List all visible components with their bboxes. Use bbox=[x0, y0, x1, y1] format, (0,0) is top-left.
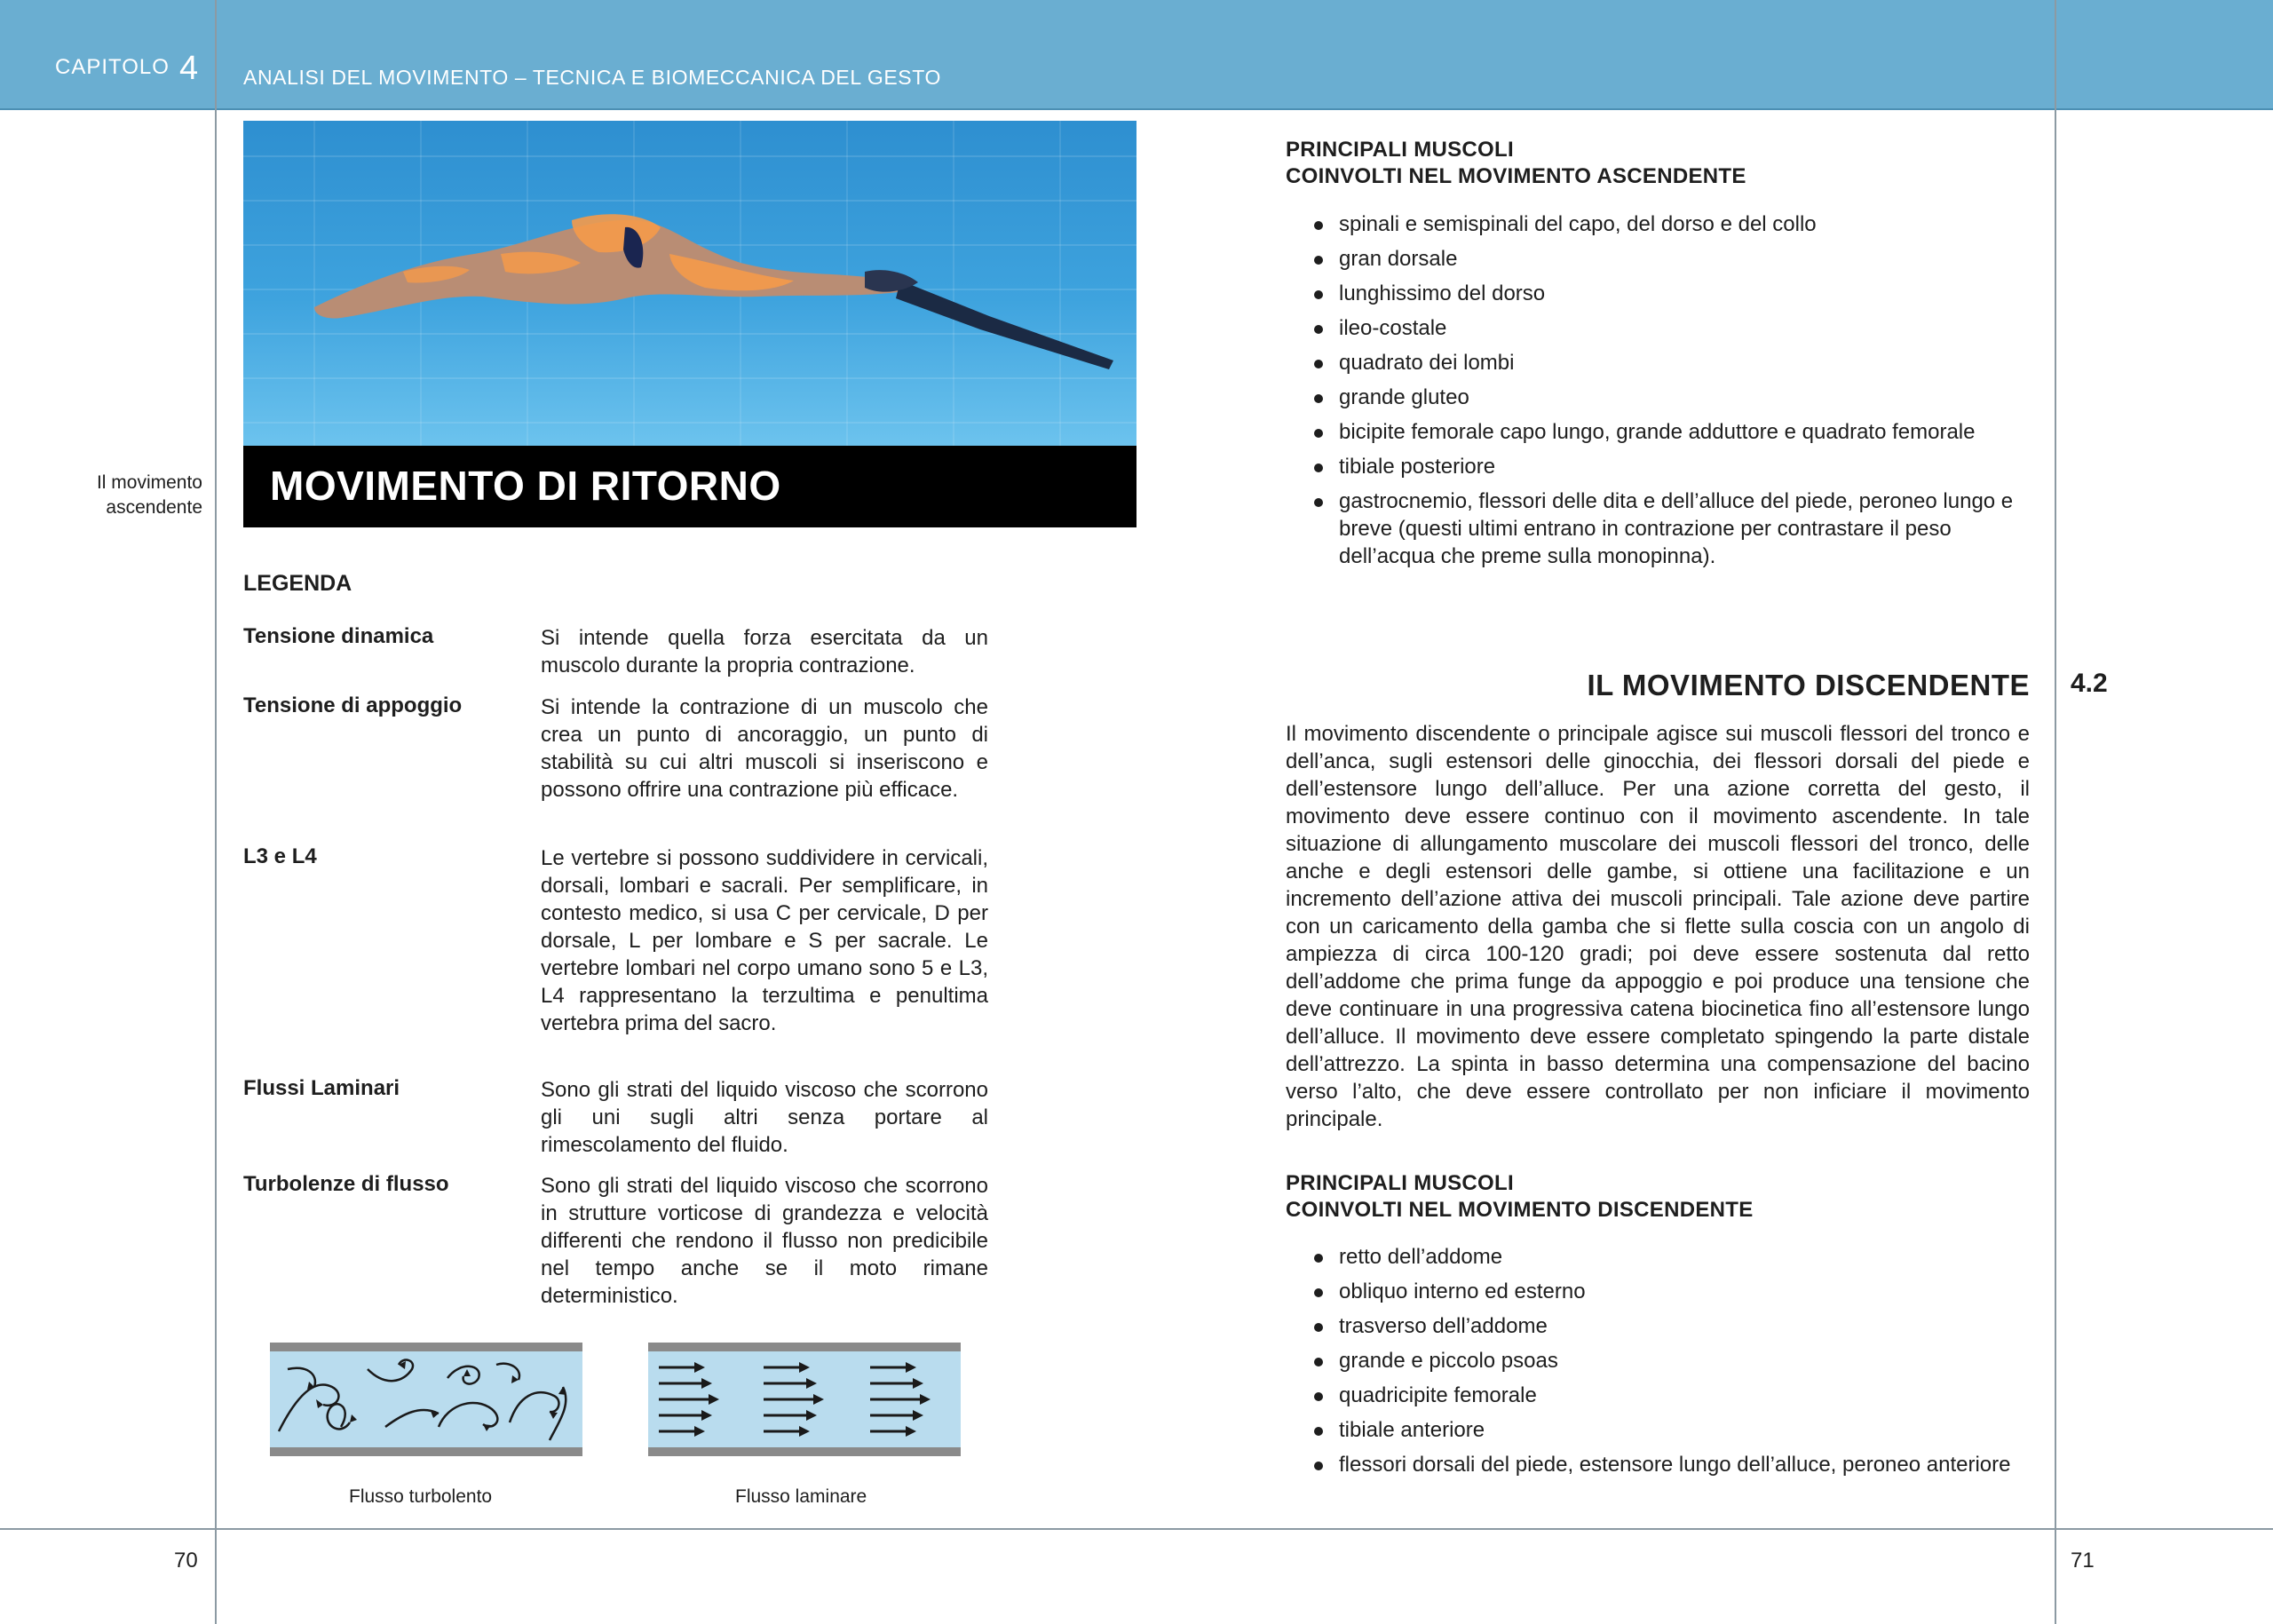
swimmer-illustration bbox=[243, 121, 1136, 446]
margin-note-line: Il movimento bbox=[96, 472, 202, 493]
laminar-flow-caption: Flusso laminare bbox=[735, 1486, 867, 1507]
legend-term: Tensione di appoggio bbox=[243, 693, 463, 717]
descending-muscles-heading bbox=[1286, 1170, 1754, 1224]
list-item: gran dorsale bbox=[1314, 245, 2024, 273]
chapter-number: 4 bbox=[179, 50, 199, 87]
list-item: tibiale anteriore bbox=[1314, 1416, 2024, 1444]
page-number-right: 71 bbox=[2071, 1549, 2095, 1573]
legend-term: Tensione dinamica bbox=[243, 624, 434, 648]
heading-line: COINVOLTI NEL MOVIMENTO DISCENDENTE bbox=[1286, 1198, 1754, 1222]
legend-definition: Si intende quella forza esercitata da un muscolo durante la propria contrazione. bbox=[541, 626, 988, 677]
turbulent-flow-graphic bbox=[270, 1343, 582, 1456]
descending-muscles-list bbox=[1314, 1243, 2024, 1485]
section-paragraph: Il movimento discendente o principale agisce sui muscoli flessori del tronco e dell’anca, sugli estensori delle ginocchia, dei flessori dorsali del piede e dell’estensore lungo dell’alluce. Per una azione corretta del gesto, il movimento deve essere continuo con il movimento ascendente. In tale situazione di allungamento muscolare dei muscoli flessori del tronco, delle anche e degli estensori delle gambe, si ottiene una facilitazione e un incremento dell’azione attiva dei muscoli principali. Tale azione deve partire con un caricamento della gamba che si flette sulla coscia con un angolo di ampiezza di circa 100-120 gradi; poi deve essere sostenuta dal retto dell’addome che prima funge da appoggio e poi produce una tensione che deve continuare in una progressiva catena biocinetica fino all’estensore lungo dell’alluce. Il movimento deve essere completato spingendo la parte distale dell’attrezzo. La spinta in basso determina una compensazione del bacino verso l’alto, che deve essere controllato per non inficiare il movimento principale. bbox=[1286, 722, 2030, 1131]
list-item: grande e piccolo psoas bbox=[1314, 1347, 2024, 1374]
list-item: ileo-costale bbox=[1314, 314, 2024, 342]
legend-definition: Sono gli strati del liquido viscoso che scorrono gli uni sugli altri senza portare al rimescolamento del fluido. bbox=[541, 1078, 988, 1157]
page-number-left: 70 bbox=[174, 1549, 198, 1573]
page-header bbox=[0, 0, 2273, 108]
legend-definition: Le vertebre si possono suddividere in cervicali, dorsali, lombari e sacrali. Per semplificare, in contesto medico, si usa C per cervicale, D per dorsale, L per lombare e S per sacrale. Le vertebre lombari nel corpo umano sono 5 e L3, L4 rappresentano la terzultima e penultima vertebra prima del sacro. bbox=[541, 846, 988, 1035]
right-margin-rule bbox=[2055, 0, 2056, 1624]
laminar-flow-graphic bbox=[648, 1343, 961, 1456]
list-item: quadricipite femorale bbox=[1314, 1382, 2024, 1409]
ascending-muscles-heading bbox=[1286, 137, 1746, 190]
legend-definition: Sono gli strati del liquido viscoso che scorrono in strutture vorticose di grandezza e velocità differenti che rendono il flusso non predicibile nel tempo anche se il moto rimane deterministico. bbox=[541, 1174, 988, 1308]
list-item: spinali e semispinali del capo, del dorso e del collo bbox=[1314, 210, 2024, 238]
list-item: trasverso dell’addome bbox=[1314, 1312, 2024, 1340]
legend-term: L3 e L4 bbox=[243, 844, 317, 868]
laminar-flow-diagram bbox=[648, 1343, 961, 1456]
chapter-label: CAPITOLO bbox=[55, 55, 170, 79]
list-item: quadrato dei lombi bbox=[1314, 349, 2024, 376]
legend-title: LEGENDA bbox=[243, 571, 352, 596]
legend-definition: Si intende la contrazione di un muscolo che crea un punto di ancoraggio, un punto di stabilità su cui altri muscoli si inseriscono e possono offrire una contrazione più efficace. bbox=[541, 695, 988, 802]
figure-banner bbox=[243, 446, 1136, 527]
figure-banner-title: MOVIMENTO DI RITORNO bbox=[270, 463, 781, 509]
section-title: IL MOVIMENTO DISCENDENTE bbox=[1587, 669, 2030, 701]
list-item: bicipite femorale capo lungo, grande adduttore e quadrato femorale bbox=[1314, 418, 2024, 446]
margin-note bbox=[25, 471, 202, 520]
footer-rule bbox=[0, 1528, 2273, 1530]
list-item: obliquo interno ed esterno bbox=[1314, 1278, 2024, 1305]
margin-note-line: ascendente bbox=[106, 497, 202, 518]
chapter-title: ANALISI DEL MOVIMENTO – TECNICA E BIOMECCANICA DEL GESTO bbox=[243, 66, 941, 89]
legend-term: Turbolenze di flusso bbox=[243, 1172, 449, 1196]
list-item: grande gluteo bbox=[1314, 384, 2024, 411]
swimmer-photo bbox=[243, 121, 1136, 446]
legend-term: Flussi Laminari bbox=[243, 1076, 400, 1100]
list-item: flessori dorsali del piede, estensore lungo dell’alluce, peroneo anteriore bbox=[1314, 1451, 2024, 1478]
turbulent-flow-caption: Flusso turbolento bbox=[349, 1486, 493, 1507]
heading-line: PRINCIPALI MUSCOLI bbox=[1286, 1171, 1514, 1195]
list-item: retto dell’addome bbox=[1314, 1243, 2024, 1271]
section-number: 4.2 bbox=[2071, 669, 2108, 698]
heading-line: COINVOLTI NEL MOVIMENTO ASCENDENTE bbox=[1286, 164, 1746, 188]
list-item: gastrocnemio, flessori delle dita e dell’alluce del piede, peroneo lungo e breve (questi ultimi entrano in contrazione per contrastare il peso dell’acqua che preme sulla monopinna). bbox=[1314, 487, 2024, 570]
heading-line: PRINCIPALI MUSCOLI bbox=[1286, 138, 1514, 162]
left-margin-rule bbox=[215, 0, 217, 1624]
ascending-muscles-list bbox=[1314, 210, 2024, 577]
header-divider bbox=[0, 108, 2273, 110]
list-item: lunghissimo del dorso bbox=[1314, 280, 2024, 307]
turbulent-flow-diagram bbox=[270, 1343, 582, 1456]
list-item: tibiale posteriore bbox=[1314, 453, 2024, 480]
